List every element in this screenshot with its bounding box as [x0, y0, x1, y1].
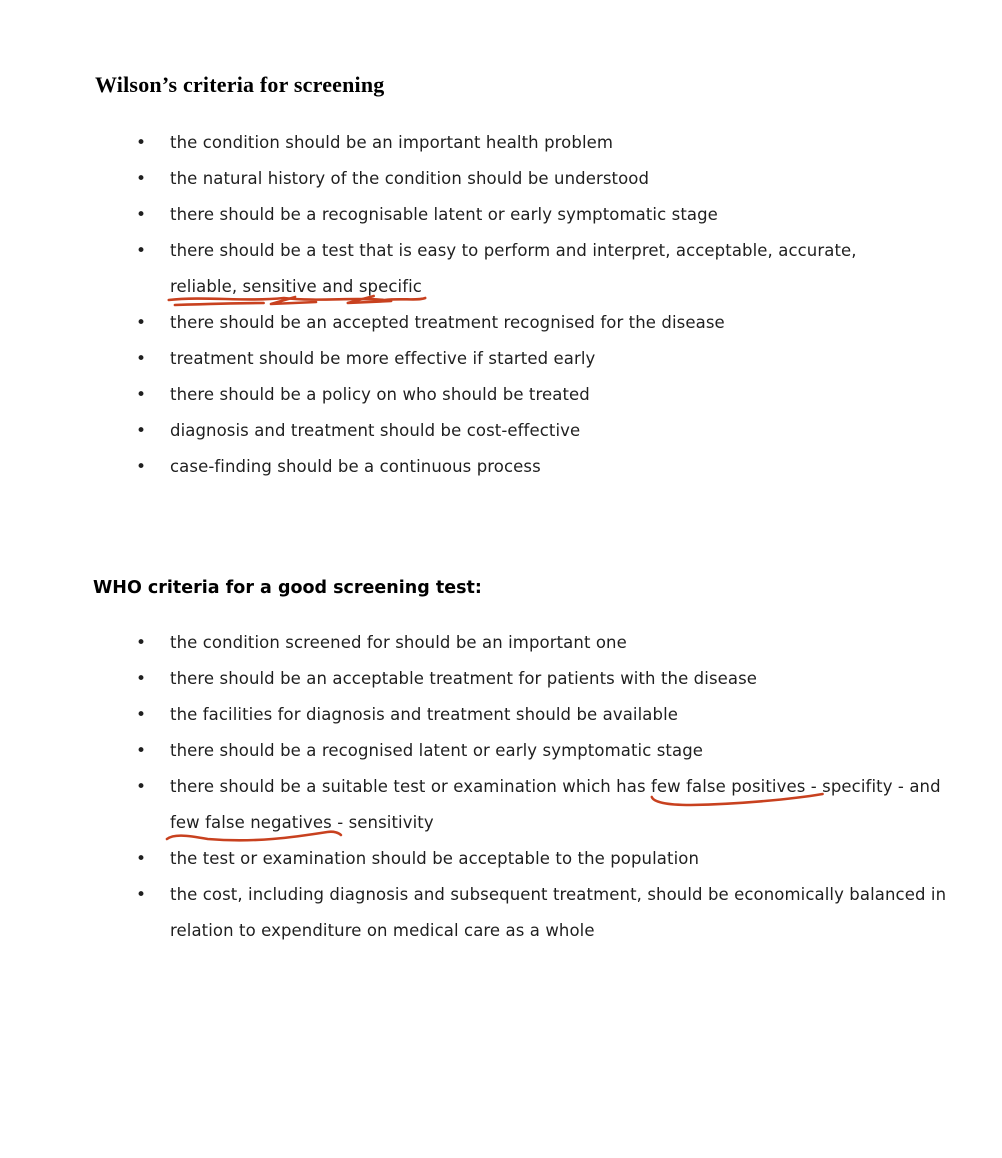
list-item [170, 733, 965, 769]
list-item [170, 161, 965, 197]
underlined-phrase-text: few false negatives [170, 813, 332, 832]
underlined-phrase [651, 777, 805, 796]
list-item [170, 697, 965, 733]
list-item-text: case-finding should be a continuous process [170, 457, 541, 476]
list-item-text: there should be an acceptable treatment for patients with the disease [170, 669, 758, 688]
list-item-text: - sensitivity [331, 813, 434, 832]
list-item-text: the cost, including diagnosis and subsequent treatment, should be economically balanced in relation to expenditure on medical care as a whole [170, 885, 947, 940]
wilson-criteria-list [170, 125, 965, 485]
list-item-text: diagnosis and treatment should be cost-effective [170, 421, 581, 440]
list-item-text: the condition screened for should be an important one [170, 633, 627, 652]
list-item-text: the test or examination should be acceptable to the population [170, 849, 700, 868]
list-item [170, 769, 965, 841]
list-item-text: the condition should be an important health problem [170, 133, 614, 152]
list-item-text: there should be a recognisable latent or early symptomatic stage [170, 205, 718, 224]
underlined-phrase [170, 813, 332, 832]
list-item [170, 661, 965, 697]
list-item-text: the natural history of the condition should be understood [170, 169, 650, 188]
list-item-text: the facilities for diagnosis and treatment should be available [170, 705, 679, 724]
list-item [170, 233, 965, 305]
list-item [170, 625, 965, 661]
list-item-text: there should be an accepted treatment recognised for the disease [170, 313, 725, 332]
list-item-text: there should be a test that is easy to perform and interpret, acceptable, accurate, [170, 241, 857, 260]
underlined-phrase-text: few false positives [651, 777, 806, 796]
list-item [170, 877, 965, 949]
who-criteria-heading: WHO criteria for a good screening test: [93, 578, 482, 598]
underlined-phrase [170, 277, 422, 296]
list-item [170, 841, 965, 877]
list-item [170, 341, 965, 377]
wilson-criteria-heading: Wilson’s criteria for screening [95, 72, 385, 97]
list-item-text: there should be a suitable test or examination which has [170, 777, 651, 796]
list-item [170, 377, 965, 413]
list-item [170, 305, 965, 341]
list-item [170, 125, 965, 161]
underlined-phrase-text: reliable, sensitive and specific [170, 277, 422, 296]
list-item-text: - specifity - and [805, 777, 941, 796]
list-item [170, 197, 965, 233]
who-criteria-list [170, 625, 965, 949]
list-item [170, 449, 965, 485]
list-item-text: there should be a policy on who should be treated [170, 385, 590, 404]
list-item-text: treatment should be more effective if started early [170, 349, 596, 368]
list-item [170, 413, 965, 449]
list-item-text: there should be a recognised latent or early symptomatic stage [170, 741, 704, 760]
